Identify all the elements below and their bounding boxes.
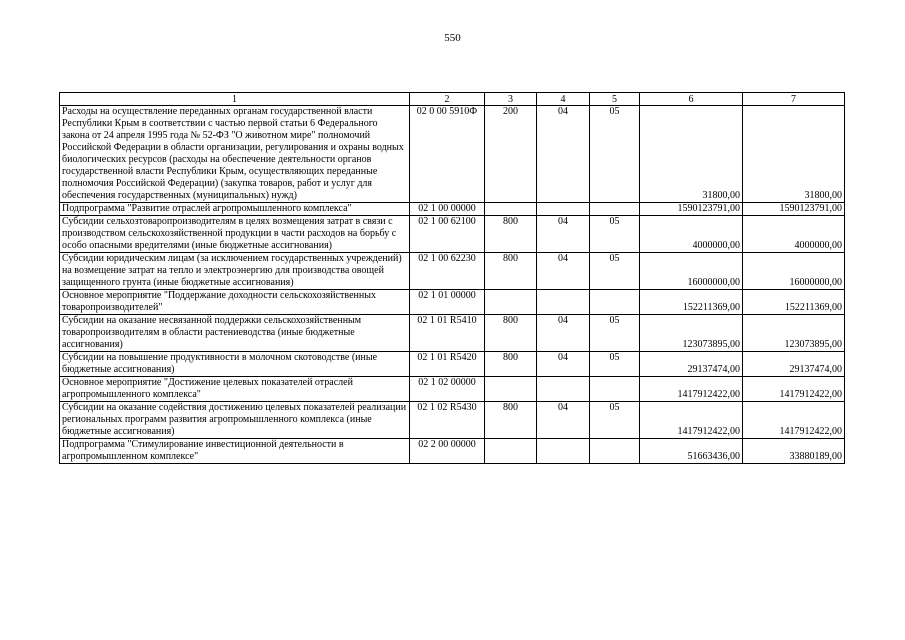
row-subsection: 05 xyxy=(590,402,640,439)
row-target-article: 02 1 02 R5430 xyxy=(410,402,485,439)
row-expense-type: 200 xyxy=(485,106,537,203)
row-amount-2: 1417912422,00 xyxy=(743,402,845,439)
row-amount-2: 29137474,00 xyxy=(743,352,845,377)
column-header: 7 xyxy=(743,93,845,106)
row-subsection: 05 xyxy=(590,253,640,290)
page-number: 550 xyxy=(444,32,461,44)
row-expense-type: 800 xyxy=(485,402,537,439)
row-subsection: 05 xyxy=(590,315,640,352)
row-section xyxy=(537,439,590,464)
row-subsection xyxy=(590,290,640,315)
row-section xyxy=(537,377,590,402)
row-amount-2: 123073895,00 xyxy=(743,315,845,352)
column-header: 4 xyxy=(537,93,590,106)
table-row xyxy=(60,290,845,315)
row-target-article: 02 1 01 00000 xyxy=(410,290,485,315)
row-section: 04 xyxy=(537,253,590,290)
row-amount-2: 16000000,00 xyxy=(743,253,845,290)
row-amount-1: 4000000,00 xyxy=(640,216,743,253)
column-header: 2 xyxy=(410,93,485,106)
row-expense-type xyxy=(485,290,537,315)
row-amount-1: 1417912422,00 xyxy=(640,377,743,402)
row-name: Подпрограмма "Стимулирование инвестиционной деятельности в агропромышленном комплексе" xyxy=(60,439,410,464)
row-amount-1: 152211369,00 xyxy=(640,290,743,315)
row-name: Субсидии на повышение продуктивности в молочном скотоводстве (иные бюджетные ассигнования) xyxy=(60,352,410,377)
row-target-article: 02 1 00 00000 xyxy=(410,203,485,216)
row-name: Субсидии сельхозтоваропроизводителям в целях возмещения затрат в связи с производством сельскохозяйственной продукции в части расходов на борьбу с особо опасными вредителями (иные бюджетные ассигнования) xyxy=(60,216,410,253)
row-amount-1: 51663436,00 xyxy=(640,439,743,464)
row-amount-1: 29137474,00 xyxy=(640,352,743,377)
row-section: 04 xyxy=(537,315,590,352)
table-row xyxy=(60,253,845,290)
row-section: 04 xyxy=(537,216,590,253)
row-name: Основное мероприятие "Поддержание доходности сельскохозяйственных товаропроизводителей" xyxy=(60,290,410,315)
row-expense-type: 800 xyxy=(485,253,537,290)
row-expense-type: 800 xyxy=(485,216,537,253)
row-amount-2: 1590123791,00 xyxy=(743,203,845,216)
row-target-article: 02 1 00 62100 xyxy=(410,216,485,253)
row-subsection: 05 xyxy=(590,352,640,377)
row-target-article: 02 1 01 R5410 xyxy=(410,315,485,352)
row-subsection: 05 xyxy=(590,106,640,203)
row-subsection: 05 xyxy=(590,216,640,253)
row-target-article: 02 0 00 5910Ф xyxy=(410,106,485,203)
column-header: 1 xyxy=(60,93,410,106)
row-amount-1: 1417912422,00 xyxy=(640,402,743,439)
column-header: 6 xyxy=(640,93,743,106)
row-subsection xyxy=(590,203,640,216)
row-subsection xyxy=(590,439,640,464)
table-row xyxy=(60,377,845,402)
column-header: 5 xyxy=(590,93,640,106)
row-amount-2: 4000000,00 xyxy=(743,216,845,253)
row-name: Субсидии на оказание несвязанной поддержки сельскохозяйственным товаропроизводителям в области растениеводства (иные бюджетные ассигнования) xyxy=(60,315,410,352)
table-row xyxy=(60,402,845,439)
row-section: 04 xyxy=(537,352,590,377)
table-header-row xyxy=(60,93,845,106)
row-name: Субсидии юридическим лицам (за исключением государственных учреждений) на возмещение затрат на тепло и электроэнергию для производства овощей защищенного грунта (иные бюджетные ассигнования) xyxy=(60,253,410,290)
table-row xyxy=(60,315,845,352)
row-expense-type xyxy=(485,439,537,464)
row-section xyxy=(537,203,590,216)
row-target-article: 02 1 02 00000 xyxy=(410,377,485,402)
row-name: Основное мероприятие "Достижение целевых показателей отраслей агропромышленного комплекса" xyxy=(60,377,410,402)
row-subsection xyxy=(590,377,640,402)
row-section: 04 xyxy=(537,402,590,439)
row-name: Субсидии на оказание содействия достижению целевых показателей реализации региональных программ развития агропромышленного комплекса (иные бюджетные ассигнования) xyxy=(60,402,410,439)
row-amount-2: 1417912422,00 xyxy=(743,377,845,402)
row-amount-2: 31800,00 xyxy=(743,106,845,203)
column-header: 3 xyxy=(485,93,537,106)
table-row xyxy=(60,106,845,203)
row-target-article: 02 2 00 00000 xyxy=(410,439,485,464)
row-amount-1: 16000000,00 xyxy=(640,253,743,290)
row-amount-2: 152211369,00 xyxy=(743,290,845,315)
row-name: Расходы на осуществление переданных органам государственной власти Республики Крым в соответствии с частью первой статьи 6 Федерального закона от 24 апреля 1995 года № 52-ФЗ "О животном мире" полномочий Российской Федерации в области организации, регулирования и охраны водных биологических ресурсов (расходы на обеспечение деятельности органов государственной власти Республики Крым, осуществляющих переданные полномочия Российской Федерации) (закупка товаров, работ и услуг для обеспечения государственных (муниципальных) нужд) xyxy=(60,106,410,203)
table-row xyxy=(60,216,845,253)
table-body xyxy=(60,106,845,464)
row-section: 04 xyxy=(537,106,590,203)
table-row xyxy=(60,352,845,377)
row-section xyxy=(537,290,590,315)
row-expense-type xyxy=(485,377,537,402)
row-amount-1: 1590123791,00 xyxy=(640,203,743,216)
row-amount-1: 31800,00 xyxy=(640,106,743,203)
row-name: Подпрограмма "Развитие отраслей агропромышленного комплекса" xyxy=(60,203,410,216)
row-amount-2: 33880189,00 xyxy=(743,439,845,464)
row-expense-type: 800 xyxy=(485,315,537,352)
budget-table xyxy=(59,92,845,464)
table-row xyxy=(60,439,845,464)
row-target-article: 02 1 01 R5420 xyxy=(410,352,485,377)
table-row xyxy=(60,203,845,216)
row-expense-type: 800 xyxy=(485,352,537,377)
row-amount-1: 123073895,00 xyxy=(640,315,743,352)
row-expense-type xyxy=(485,203,537,216)
row-target-article: 02 1 00 62230 xyxy=(410,253,485,290)
